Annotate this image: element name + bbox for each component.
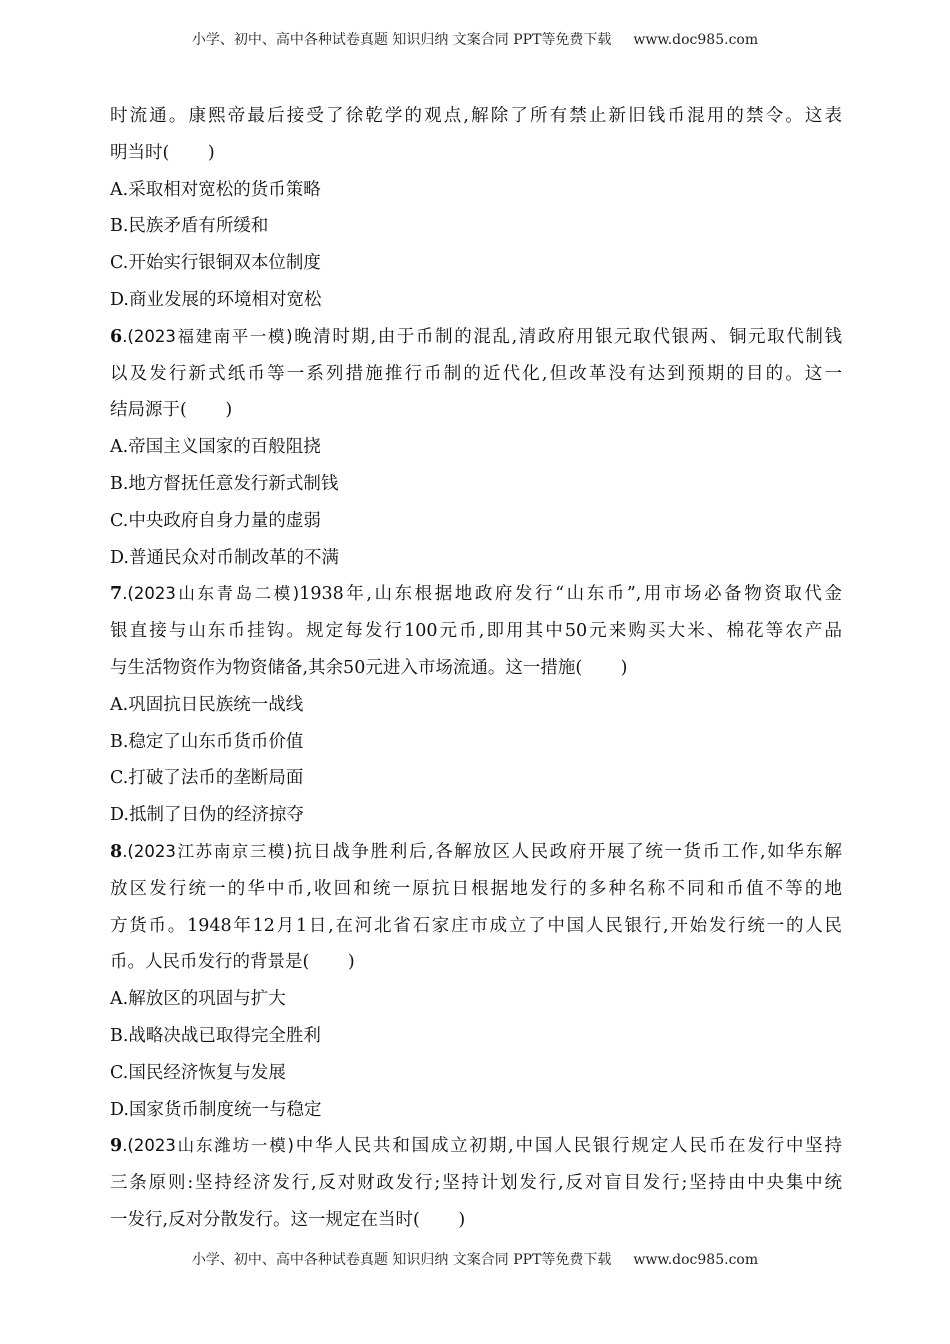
- q9-stem-1: 中华人民共和国成立初期,中国人民银行规定人民币在发行中坚持: [293, 1136, 842, 1157]
- page-footer: [0, 1249, 950, 1269]
- q7-option-c[interactable]: C.打破了法币的垄断局面: [110, 768, 304, 789]
- footer-site[interactable]: www.doc985.com: [633, 1252, 759, 1268]
- q6-line-1: [110, 319, 842, 356]
- close-paren: ): [458, 1209, 466, 1230]
- close-paren: ): [225, 400, 233, 421]
- q8-source: .(2023江苏南京三模): [122, 841, 293, 861]
- q9-number: 9: [110, 1136, 123, 1157]
- q7-number: 7: [110, 584, 123, 605]
- header-site[interactable]: www.doc985.com: [633, 32, 759, 48]
- q9-line-1: [110, 1128, 842, 1165]
- footer-text: 小学、初中、高中各种试卷真题 知识归纳 文案合同 PPT等免费下载: [191, 1252, 612, 1268]
- q9-line-3: [110, 1202, 842, 1239]
- q8-line-3: 方货币。1948年12月1日,在河北省石家庄市成立了中国人民银行,开始发行统一的人民: [110, 915, 842, 936]
- q8-option-c[interactable]: C.国民经济恢复与发展: [110, 1062, 286, 1083]
- q8-line-1: [110, 834, 842, 871]
- close-paren: ): [207, 142, 215, 163]
- q7-stem-1: 1938年,山东根据地政府发行“山东币”,用市场必备物资取代金: [299, 584, 842, 605]
- q5-option-b[interactable]: B.民族矛盾有所缓和: [110, 216, 269, 237]
- q8-option-a[interactable]: A.解放区的巩固与扩大: [110, 989, 286, 1010]
- q8-number: 8: [110, 841, 123, 862]
- q7-source: .(2023山东青岛二模): [122, 584, 300, 604]
- q7-line-2: 银直接与山东币挂钩。规定每发行100元币,即用其中50元来购买大米、棉花等农产品: [110, 621, 842, 642]
- q8-line-2: 放区发行统一的华中币,收回和统一原抗日根据地发行的多种名称不同和币值不等的地: [110, 878, 842, 899]
- q7-option-d[interactable]: D.抵制了日伪的经济掠夺: [110, 805, 304, 826]
- header-text: 小学、初中、高中各种试卷真题 知识归纳 文案合同 PPT等免费下载: [191, 32, 612, 48]
- q5-line-2: [110, 135, 842, 172]
- page-header: [0, 29, 950, 49]
- q8-option-d[interactable]: D.国家货币制度统一与稳定: [110, 1099, 322, 1120]
- q6-option-b[interactable]: B.地方督抚任意发行新式制钱: [110, 473, 339, 494]
- q7-line-1: [110, 576, 842, 613]
- q6-line-3: [110, 392, 842, 429]
- q5-option-a[interactable]: A.采取相对宽松的货币策略: [110, 179, 321, 200]
- q6-stem-end: 结局源于(: [110, 400, 187, 421]
- q6-line-2: 以及发行新式纸币等一系列措施推行币制的近代化,但改革没有达到预期的目的。这一: [110, 363, 842, 384]
- q6-option-a[interactable]: A.帝国主义国家的百般阻挠: [110, 437, 321, 458]
- close-paren: ): [620, 657, 628, 678]
- q7-option-b[interactable]: B.稳定了山东币货币价值: [110, 731, 304, 752]
- q5-line-1: 时流通。康熙帝最后接受了徐乾学的观点,解除了所有禁止新旧钱币混用的禁令。这表: [110, 106, 842, 126]
- q5-option-d[interactable]: D.商业发展的环境相对宽松: [110, 289, 322, 310]
- q5-option-c[interactable]: C.开始实行银铜双本位制度: [110, 253, 321, 274]
- q7-stem-end: 与生活物资作为物资储备,其余50元进入市场流通。这一措施(: [110, 657, 583, 678]
- q8-option-b[interactable]: B.战略决战已取得完全胜利: [110, 1025, 321, 1046]
- q8-stem-1: 抗日战争胜利后,各解放区人民政府开展了统一货币工作,如华东解: [292, 841, 842, 862]
- q5-stem-end: 明当时(: [110, 142, 170, 163]
- q6-number: 6: [110, 326, 123, 347]
- q7-line-3: [110, 650, 842, 687]
- q6-option-d[interactable]: D.普通民众对币制改革的不满: [110, 547, 339, 568]
- q7-option-a[interactable]: A.巩固抗日民族统一战线: [110, 694, 304, 715]
- q6-source: .(2023福建南平一模): [122, 326, 293, 346]
- close-paren: ): [347, 952, 355, 973]
- q6-option-c[interactable]: C.中央政府自身力量的虚弱: [110, 510, 321, 531]
- q8-line-4: [110, 944, 842, 981]
- q9-source: .(2023山东潍坊一模): [122, 1136, 294, 1156]
- q6-stem-1: 晚清时期,由于币制的混乱,清政府用银元取代银两、铜元取代制钱: [292, 326, 842, 347]
- q9-line-2: 三条原则:坚持经济发行,反对财政发行;坚持计划发行,反对盲目发行;坚持由中央集中统: [110, 1173, 842, 1194]
- q9-stem-end: 一发行,反对分散发行。这一规定在当时(: [110, 1209, 420, 1230]
- q8-stem-end: 币。人民币发行的背景是(: [110, 952, 310, 973]
- question-content: [110, 98, 842, 1239]
